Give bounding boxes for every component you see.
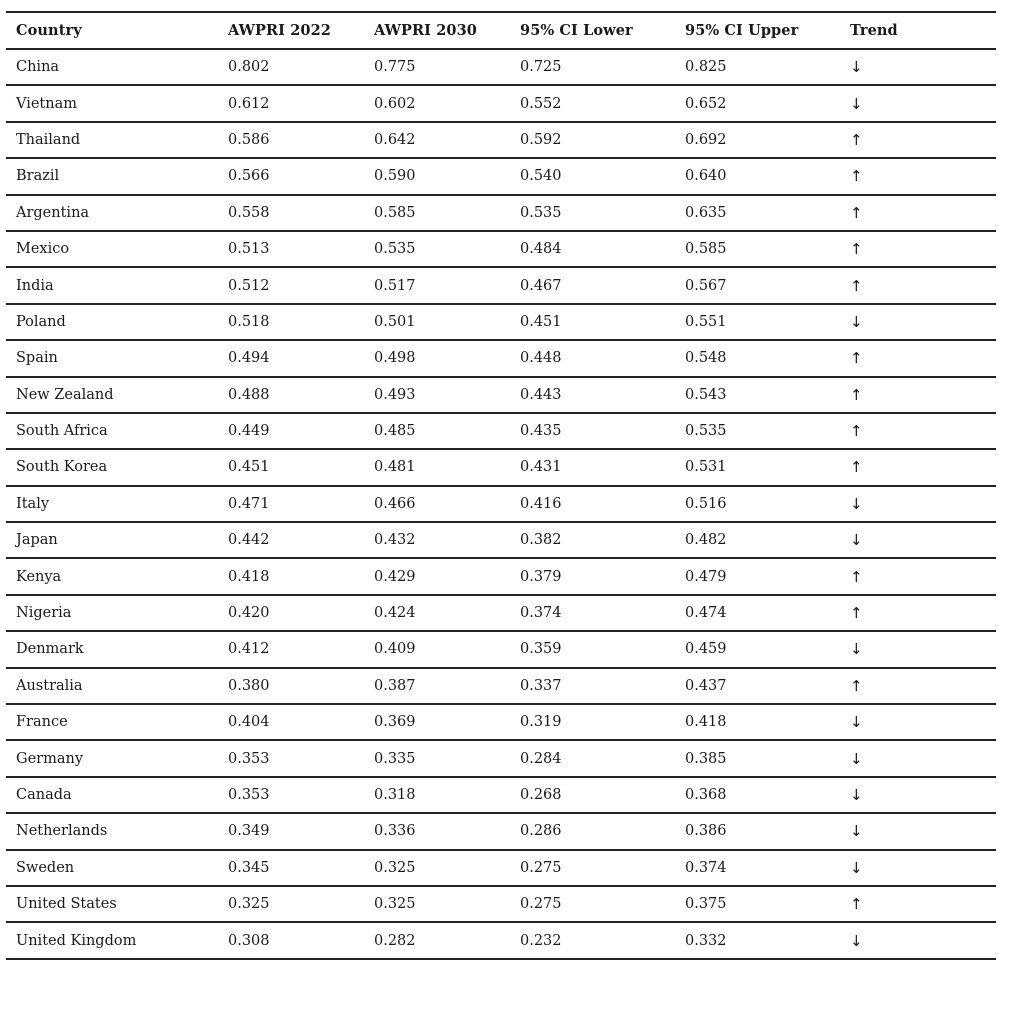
awpri-2030-cell: 0.535 (374, 241, 416, 258)
table-row (6, 704, 996, 740)
country-cell: Kenya (16, 568, 62, 585)
country-cell: Thailand (16, 131, 81, 148)
ci-upper-cell: 0.516 (685, 495, 727, 512)
header-trend: Trend (850, 22, 898, 39)
awpri-2022-cell: 0.308 (228, 932, 270, 949)
country-cell: Argentina (16, 204, 90, 221)
ci-upper-cell: 0.386 (685, 823, 727, 840)
awpri-2030-cell: 0.318 (374, 787, 416, 803)
ci-upper-cell: 0.585 (685, 241, 727, 258)
ci-upper-cell: 0.635 (685, 204, 727, 221)
table-row (6, 340, 996, 376)
ci-upper-cell: 0.567 (685, 277, 727, 294)
awpri-2030-cell: 0.517 (374, 277, 416, 294)
country-cell: South Africa (16, 423, 108, 440)
data-table-container (6, 11, 996, 960)
ci-upper-cell: 0.551 (685, 313, 727, 330)
awpri-2030-cell: 0.335 (374, 750, 416, 767)
awpri-2030-cell: 0.424 (374, 605, 416, 622)
trend-icon: ↓ (850, 640, 863, 659)
trend-icon: ↑ (850, 349, 863, 368)
ci-lower-cell: 0.286 (520, 823, 562, 840)
header-country: Country (16, 22, 82, 39)
country-cell: United States (16, 896, 117, 913)
ci-upper-cell: 0.418 (685, 714, 727, 731)
trend-icon: ↓ (850, 58, 863, 77)
country-cell: Spain (16, 350, 58, 367)
table-row (6, 886, 996, 922)
table-row (6, 449, 996, 485)
awpri-2022-cell: 0.451 (228, 459, 270, 476)
ci-lower-cell: 0.535 (520, 204, 562, 221)
header-ci-upper: 95% CI Upper (685, 22, 799, 39)
awpri-2022-cell: 0.518 (228, 313, 270, 330)
awpri-2030-cell: 0.481 (374, 459, 416, 476)
trend-icon: ↑ (850, 422, 863, 441)
awpri-2030-cell: 0.493 (374, 386, 416, 403)
trend-icon: ↓ (850, 749, 863, 768)
ci-upper-cell: 0.652 (685, 95, 727, 112)
table-row (6, 486, 996, 522)
awpri-2030-cell: 0.409 (374, 641, 416, 658)
table-row (6, 195, 996, 231)
country-cell: Brazil (16, 168, 60, 185)
awpri-2022-cell: 0.418 (228, 568, 270, 585)
awpri-2030-cell: 0.642 (374, 131, 416, 148)
header-row (6, 12, 996, 49)
ci-upper-cell: 0.825 (685, 59, 727, 76)
trend-icon: ↓ (850, 786, 863, 804)
ci-lower-cell: 0.275 (520, 896, 562, 913)
ci-lower-cell: 0.379 (520, 568, 562, 585)
awpri-2030-cell: 0.432 (374, 532, 416, 549)
country-cell: India (16, 277, 54, 294)
trend-icon: ↑ (850, 167, 863, 186)
table-row (6, 231, 996, 267)
ci-lower-cell: 0.284 (520, 750, 562, 767)
country-cell: Denmark (16, 641, 84, 658)
table-row (6, 777, 996, 813)
ci-lower-cell: 0.443 (520, 386, 562, 403)
awpri-2022-cell: 0.353 (228, 750, 270, 767)
awpri-2030-cell: 0.775 (374, 59, 416, 76)
trend-icon: ↑ (850, 203, 863, 222)
ci-upper-cell: 0.375 (685, 896, 727, 913)
table-row (6, 850, 996, 886)
table-row (6, 85, 996, 121)
country-cell: Vietnam (16, 95, 77, 112)
header-ci-lower: 95% CI Lower (520, 22, 633, 39)
trend-icon: ↑ (850, 676, 863, 695)
awpri-2022-cell: 0.586 (228, 131, 270, 148)
country-cell: Italy (16, 495, 50, 512)
awpri-2030-cell: 0.585 (374, 204, 416, 221)
awpri-2022-cell: 0.380 (228, 677, 270, 694)
country-cell: New Zealand (16, 386, 114, 403)
awpri-2022-cell: 0.349 (228, 823, 270, 840)
trend-icon: ↓ (850, 931, 863, 950)
awpri-2030-cell: 0.501 (374, 313, 416, 330)
trend-icon: ↓ (850, 494, 863, 513)
ci-lower-cell: 0.431 (520, 459, 562, 476)
ci-upper-cell: 0.374 (685, 859, 727, 876)
awpri-2030-cell: 0.498 (374, 350, 416, 367)
awpri-2022-cell: 0.471 (228, 495, 270, 512)
ci-lower-cell: 0.552 (520, 95, 562, 112)
awpri-2022-cell: 0.494 (228, 350, 270, 367)
awpri-2022-cell: 0.558 (228, 204, 270, 221)
ci-lower-cell: 0.359 (520, 641, 562, 658)
ci-upper-cell: 0.482 (685, 532, 727, 549)
table-header (6, 12, 996, 49)
awpri-2022-cell: 0.449 (228, 423, 270, 440)
ci-lower-cell: 0.337 (520, 677, 562, 694)
ci-lower-cell: 0.382 (520, 532, 562, 549)
table-row (6, 813, 996, 849)
trend-icon: ↓ (850, 858, 863, 877)
awpri-2022-cell: 0.802 (228, 59, 270, 76)
table-row (6, 522, 996, 558)
trend-icon: ↓ (850, 312, 863, 331)
country-cell: Poland (16, 313, 66, 330)
awpri-2030-cell: 0.325 (374, 859, 416, 876)
ci-upper-cell: 0.543 (685, 386, 727, 403)
table-row (6, 122, 996, 158)
awpri-2030-cell: 0.387 (374, 677, 416, 694)
awpri-2022-cell: 0.412 (228, 641, 270, 658)
awpri-2022-cell: 0.512 (228, 277, 270, 294)
awpri-table (6, 11, 996, 960)
country-cell: France (16, 714, 68, 731)
ci-upper-cell: 0.548 (685, 350, 727, 367)
ci-upper-cell: 0.531 (685, 459, 727, 476)
table-row (6, 558, 996, 594)
awpri-2030-cell: 0.466 (374, 495, 416, 512)
awpri-2030-cell: 0.369 (374, 714, 416, 731)
trend-icon: ↓ (850, 94, 863, 113)
awpri-2022-cell: 0.325 (228, 896, 270, 913)
country-cell: United Kingdom (16, 932, 137, 949)
awpri-2022-cell: 0.420 (228, 605, 270, 622)
table-row (6, 413, 996, 449)
ci-upper-cell: 0.437 (685, 677, 727, 694)
country-cell: Sweden (16, 859, 75, 876)
table-row (6, 922, 996, 958)
trend-icon: ↑ (850, 458, 863, 477)
ci-lower-cell: 0.592 (520, 131, 562, 148)
table-row (6, 304, 996, 340)
trend-icon: ↑ (850, 276, 863, 295)
trend-icon: ↓ (850, 713, 863, 732)
country-cell: South Korea (16, 459, 108, 476)
ci-lower-cell: 0.275 (520, 859, 562, 876)
awpri-2022-cell: 0.404 (228, 714, 270, 731)
ci-lower-cell: 0.451 (520, 313, 562, 330)
awpri-2030-cell: 0.325 (374, 896, 416, 913)
country-cell: Canada (16, 787, 72, 803)
ci-upper-cell: 0.459 (685, 641, 727, 658)
awpri-2022-cell: 0.442 (228, 532, 270, 549)
ci-lower-cell: 0.448 (520, 350, 562, 367)
trend-icon: ↓ (850, 531, 863, 550)
awpri-2022-cell: 0.488 (228, 386, 270, 403)
ci-lower-cell: 0.268 (520, 787, 562, 803)
trend-icon: ↑ (850, 895, 863, 914)
ci-lower-cell: 0.319 (520, 714, 562, 731)
table-row (6, 631, 996, 667)
ci-upper-cell: 0.640 (685, 168, 727, 185)
ci-upper-cell: 0.535 (685, 423, 727, 440)
ci-lower-cell: 0.435 (520, 423, 562, 440)
ci-lower-cell: 0.416 (520, 495, 562, 512)
ci-upper-cell: 0.474 (685, 605, 727, 622)
country-cell: Germany (16, 750, 84, 767)
country-cell: Australia (16, 677, 83, 694)
ci-upper-cell: 0.368 (685, 787, 727, 803)
awpri-2030-cell: 0.282 (374, 932, 416, 949)
trend-icon: ↑ (850, 240, 863, 259)
header-awpri-2022: AWPRI 2022 (228, 22, 331, 39)
country-cell: Mexico (16, 241, 70, 258)
country-cell: Japan (16, 532, 58, 549)
awpri-2022-cell: 0.513 (228, 241, 270, 258)
trend-icon: ↑ (850, 130, 863, 149)
ci-lower-cell: 0.540 (520, 168, 562, 185)
awpri-2030-cell: 0.336 (374, 823, 416, 840)
table-body (6, 49, 996, 959)
ci-lower-cell: 0.232 (520, 932, 562, 949)
awpri-2022-cell: 0.566 (228, 168, 270, 185)
ci-upper-cell: 0.332 (685, 932, 727, 949)
header-awpri-2030: AWPRI 2030 (374, 22, 477, 39)
trend-icon: ↓ (850, 822, 863, 841)
country-cell: Nigeria (16, 605, 72, 622)
trend-icon: ↑ (850, 604, 863, 623)
awpri-2022-cell: 0.353 (228, 787, 270, 803)
ci-upper-cell: 0.692 (685, 131, 727, 148)
ci-lower-cell: 0.725 (520, 59, 562, 76)
ci-lower-cell: 0.467 (520, 277, 562, 294)
trend-icon: ↑ (850, 567, 863, 586)
ci-lower-cell: 0.484 (520, 241, 562, 258)
table-row (6, 595, 996, 631)
ci-lower-cell: 0.374 (520, 605, 562, 622)
table-row (6, 740, 996, 776)
awpri-2030-cell: 0.602 (374, 95, 416, 112)
trend-icon: ↑ (850, 385, 863, 404)
table-row (6, 158, 996, 194)
ci-upper-cell: 0.385 (685, 750, 727, 767)
awpri-2022-cell: 0.345 (228, 859, 270, 876)
awpri-2030-cell: 0.485 (374, 423, 416, 440)
country-cell: Netherlands (16, 823, 108, 840)
table-row (6, 668, 996, 704)
awpri-2030-cell: 0.590 (374, 168, 416, 185)
country-cell: China (16, 59, 60, 76)
table-row (6, 377, 996, 413)
table-row (6, 267, 996, 303)
ci-upper-cell: 0.479 (685, 568, 727, 585)
table-row (6, 49, 996, 85)
awpri-2022-cell: 0.612 (228, 95, 270, 112)
awpri-2030-cell: 0.429 (374, 568, 416, 585)
